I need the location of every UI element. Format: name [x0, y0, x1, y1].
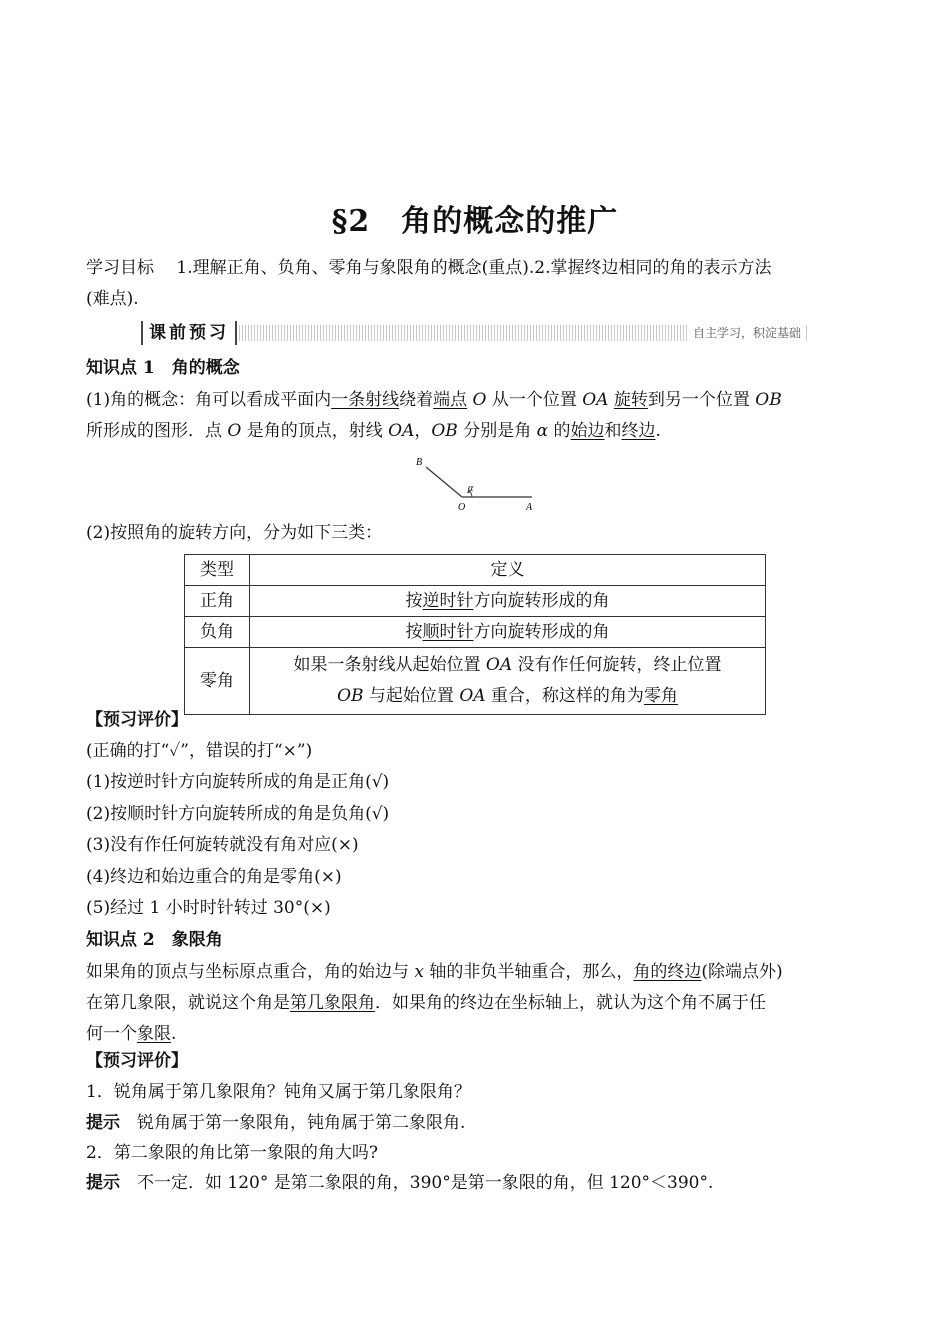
ray-ob [426, 467, 462, 497]
text: 从一个位置 [491, 390, 583, 410]
underlined-term: 旋转 [613, 390, 648, 410]
k2-heading: 知识点 2 象限角 [86, 930, 223, 950]
label-b: B [416, 457, 423, 468]
table-header-row [185, 555, 766, 586]
math-var: OA [459, 686, 486, 706]
table-cell: 正角 [185, 586, 250, 617]
answer-2 [86, 1168, 866, 1199]
text: 轴的非负半轴重合，那么， [424, 962, 634, 982]
text: . [171, 1024, 177, 1044]
table-cell [250, 586, 766, 617]
underlined-term: 终边 [621, 421, 656, 441]
text: 与起始位置 [363, 686, 460, 706]
text: 何一个 [86, 1024, 137, 1044]
review-item: (1)按逆时针方向旋转所成的角是正角(√) [86, 772, 390, 792]
review-item: (2)按顺时针方向旋转所成的角是负角(√) [86, 804, 390, 824]
underlined-term: 端点 [433, 390, 468, 410]
table-cell: 负角 [185, 617, 250, 648]
review-item: (3)没有作任何旋转就没有角对应(×) [86, 835, 359, 855]
question-2: 2．第二象限的角比第一象限的角大吗? [86, 1143, 378, 1163]
review-item: (5)经过 1 小时时针转过 30°(×) [86, 898, 331, 918]
k1-review-note: (正确的打“✓”，错误的打“×”) [86, 741, 313, 761]
label-a: A [526, 502, 533, 513]
text: ．如果角的终边在坐标轴上，就认为这个角不属于任 [375, 993, 766, 1013]
text: 按 [405, 622, 423, 642]
angle-type-table [184, 554, 766, 715]
table-cell: 零角 [185, 648, 250, 715]
objectives-line-1 [86, 253, 866, 284]
k1-review-heading: 【预习评价】 [86, 710, 188, 730]
label-alpha: α [468, 483, 474, 494]
objectives-line-2: (难点). [86, 289, 139, 309]
math-var: OA [388, 421, 415, 441]
section-banner [141, 321, 809, 345]
math-var: x [414, 962, 424, 982]
objectives-label: 学习目标 [86, 258, 154, 278]
banner-label: 课前预习 [141, 321, 237, 345]
text: 到另一个位置 [647, 390, 756, 410]
text: 是角的顶点，射线 [241, 421, 389, 441]
text: 的 [548, 421, 571, 441]
k1-paragraph-1 [86, 385, 866, 416]
table-row [185, 586, 766, 617]
text: 锐角属于第一象限角，钝角属于第二象限角. [120, 1113, 466, 1133]
text: 如果一条射线从起始位置 [293, 655, 486, 675]
math-var: O [227, 421, 242, 441]
table-cell [250, 617, 766, 648]
underlined-term: 一条射线 [331, 390, 400, 410]
text: . [655, 421, 661, 441]
text: 重合，称这样的角为 [485, 686, 644, 706]
banner-subtitle: 自主学习，积淀基础 [689, 325, 805, 341]
text: 方向旋转形成的角 [473, 591, 610, 611]
label-o: O [458, 502, 466, 513]
text: 绕着 [399, 390, 434, 410]
text: 分别是角 [457, 421, 537, 441]
text: 方向旋转形成的角 [473, 622, 610, 642]
math-var: O [467, 390, 492, 410]
angle-figure [412, 452, 542, 514]
table-row [185, 617, 766, 648]
table-header-cell: 定义 [250, 555, 766, 586]
cell-line [258, 650, 757, 681]
text: 如果角的顶点与坐标原点重合，角的始边与 [86, 962, 415, 982]
text: 不一定．如 120° 是第二象限的角，390°是第一象限的角，但 120°＜390°. [120, 1173, 714, 1193]
k1-heading: 知识点 1 角的概念 [86, 358, 240, 378]
k1-paragraph-3: (2)按照角的旋转方向，分为如下三类： [86, 523, 383, 543]
hint-label: 提示 [86, 1113, 120, 1133]
text: 没有作任何旋转，终止位置 [512, 655, 722, 675]
k2-paragraph-1 [86, 957, 866, 988]
underlined-term: 逆时针 [422, 591, 474, 611]
text: 按 [405, 591, 423, 611]
underlined-term: 第几象限角 [290, 993, 375, 1013]
math-var: OA [485, 655, 513, 675]
question-1: 1．锐角属于第几象限角？钝角又属于第几象限角？ [86, 1082, 471, 1102]
text: (除端点外) [701, 962, 783, 982]
review-item: (4)终边和始边重合的角是零角(×) [86, 867, 342, 887]
text: ， [414, 421, 432, 441]
math-var: OA [582, 390, 609, 410]
underlined-term: 角的终边 [633, 962, 702, 982]
table-header-cell: 类型 [185, 555, 250, 586]
page-title: §2 角的概念的推广 [331, 204, 619, 239]
underlined-term: 顺时针 [422, 622, 474, 642]
k1-paragraph-2 [86, 416, 866, 447]
math-var: OB [431, 421, 458, 441]
k2-review-heading: 【预习评价】 [86, 1051, 188, 1071]
text: (1)角的概念：角可以看成平面内 [86, 390, 332, 410]
k2-paragraph-2 [86, 988, 866, 1019]
math-var: OB [337, 686, 364, 706]
objectives-text: 1.理解正角、负角、零角与象限角的概念(重点).2.掌握终边相同的角的表示方法 [176, 258, 772, 278]
text: 在第几象限，就说这个角是 [86, 993, 290, 1013]
hint-label: 提示 [86, 1173, 120, 1193]
math-var: OB [755, 390, 782, 410]
math-var: α [536, 421, 549, 441]
text: 所形成的图形．点 [86, 421, 228, 441]
underlined-term: 象限 [137, 1024, 171, 1044]
underlined-term: 零角 [643, 686, 678, 706]
underlined-term: 始边 [570, 421, 605, 441]
text: 和 [604, 421, 622, 441]
answer-1 [86, 1108, 866, 1139]
